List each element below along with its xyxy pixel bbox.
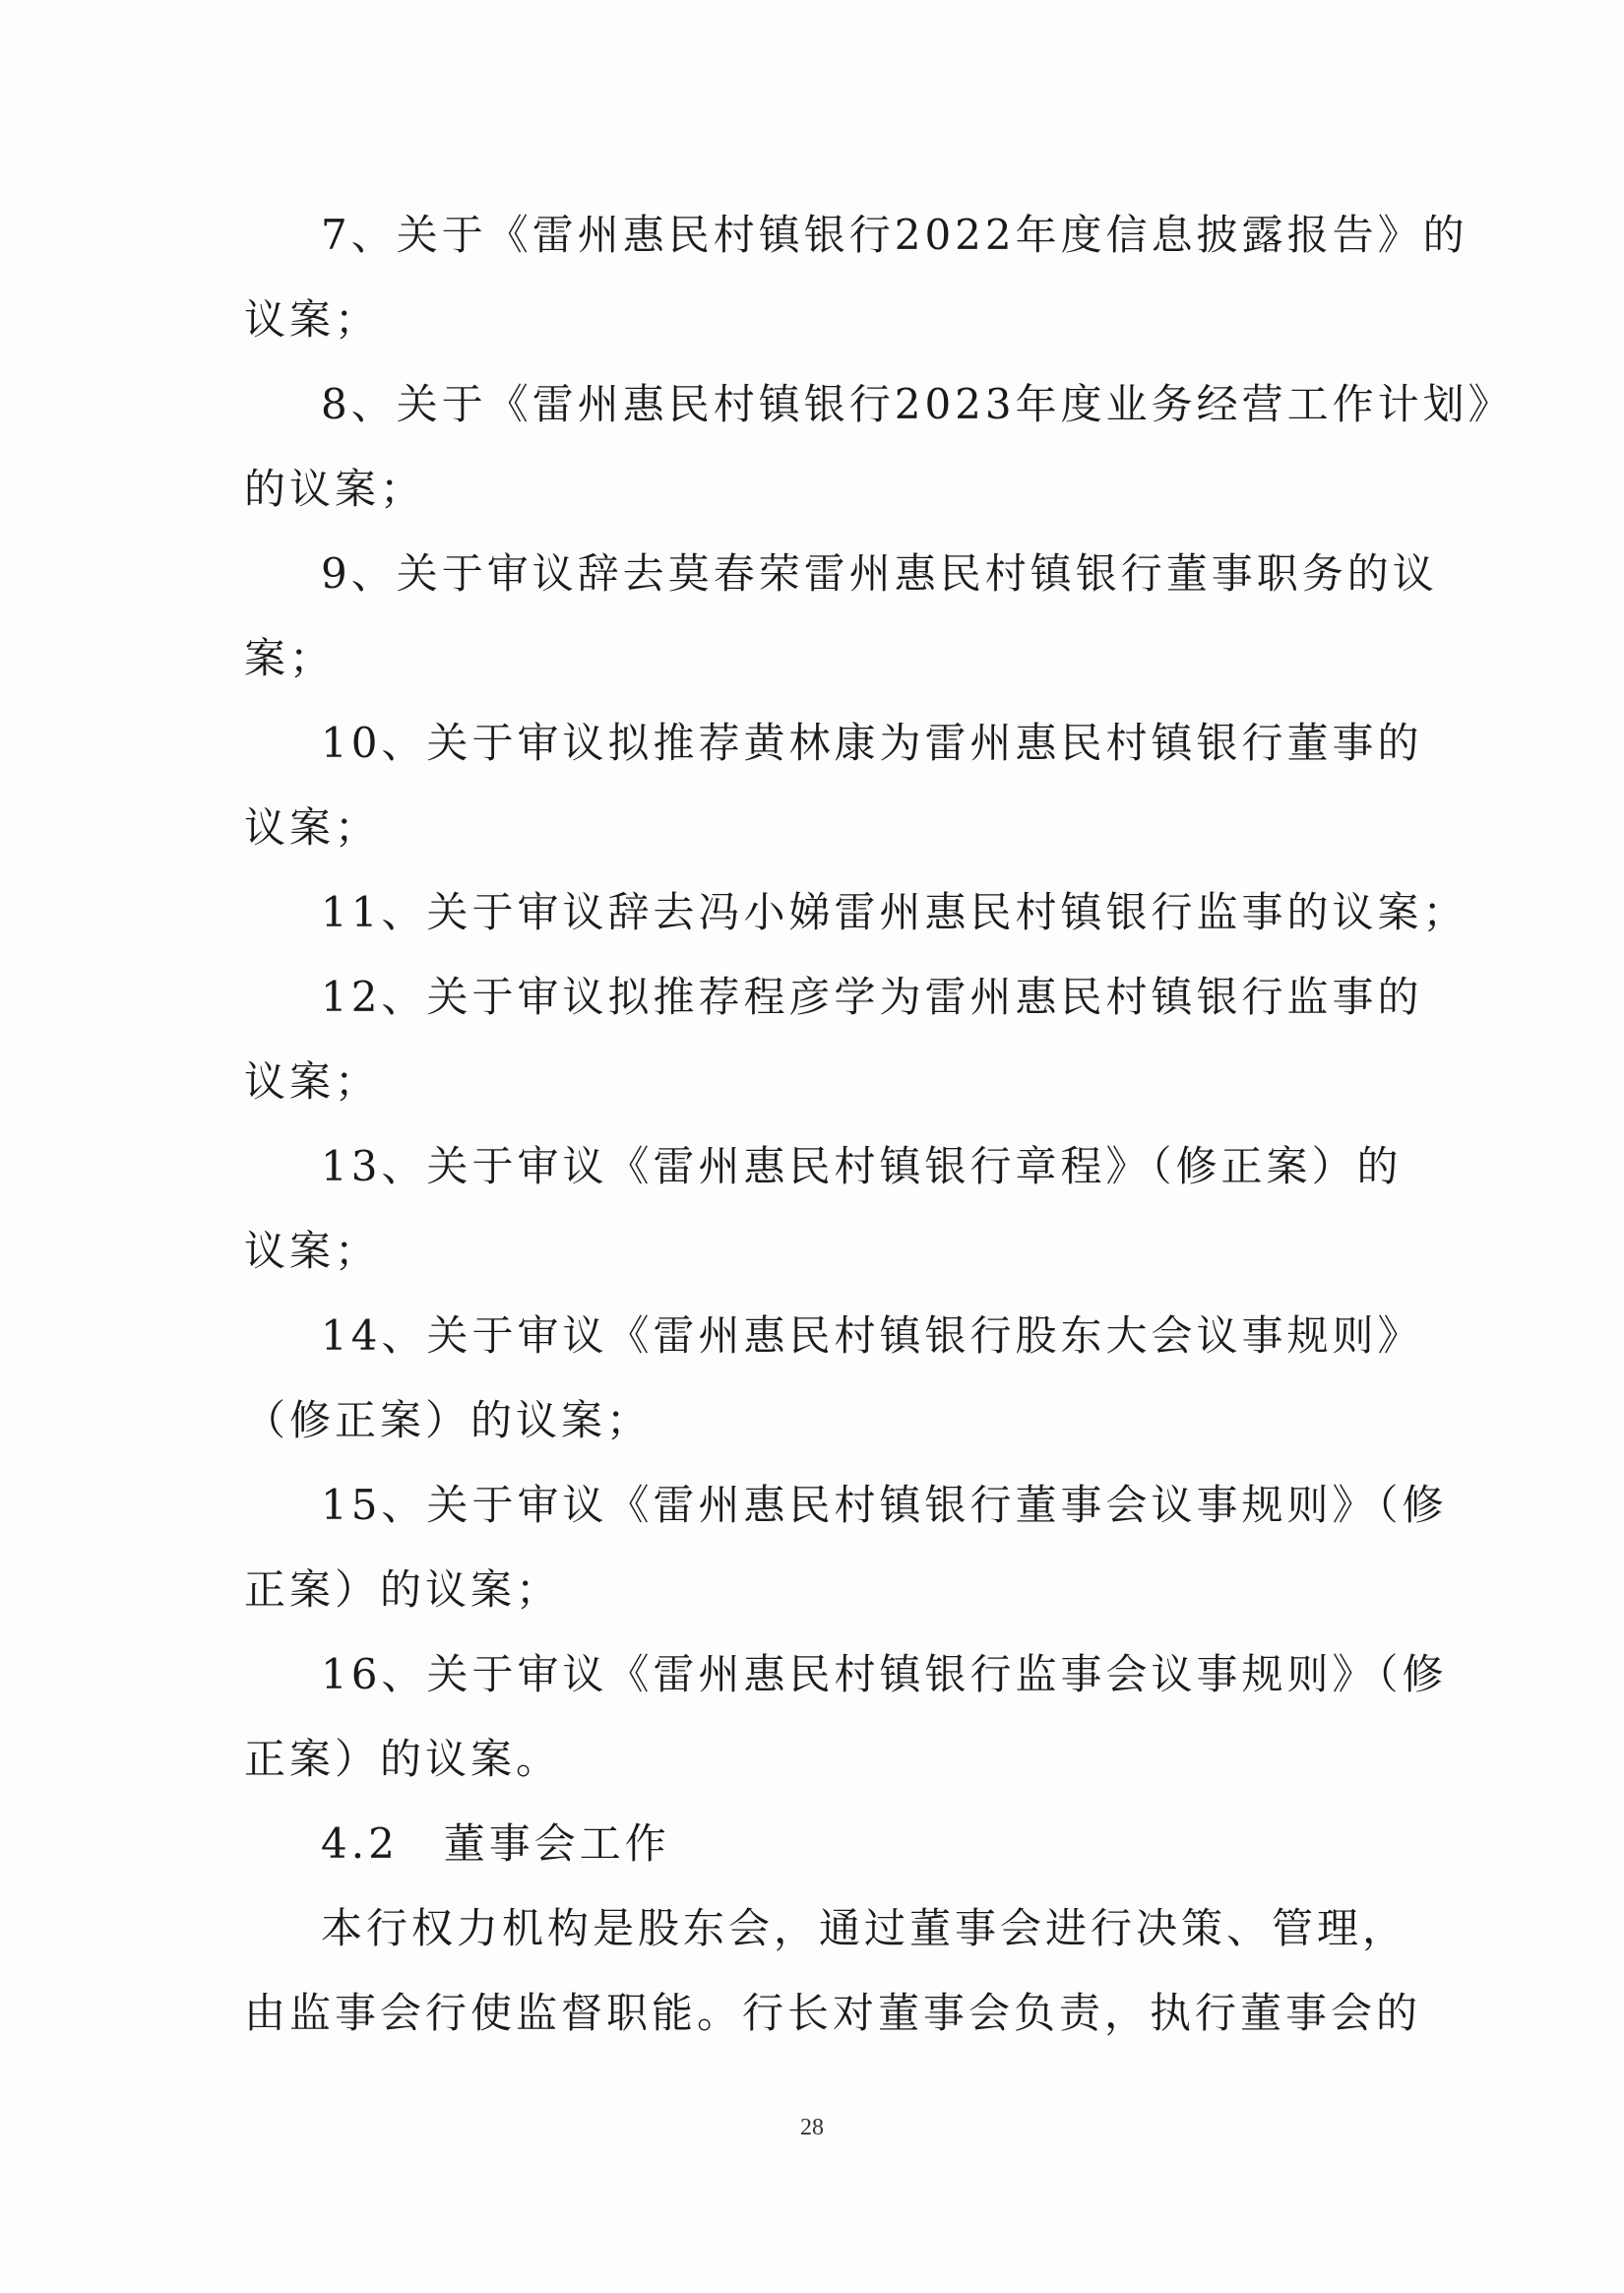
- section-heading: 4.2 董事会工作: [321, 1819, 670, 1868]
- list-item-line: 9、关于审议辞去莫春荣雷州惠民村镇银行董事职务的议: [321, 549, 1438, 598]
- list-item-line: 12、关于审议拟推荐程彦学为雷州惠民村镇银行监事的: [321, 973, 1423, 1021]
- list-item-line: 议案；: [244, 295, 381, 344]
- list-item-11: [244, 870, 1468, 955]
- list-item-line: 8、关于《雷州惠民村镇银行2023年度业务经营工作计划》: [321, 380, 1514, 428]
- list-item-line: 案；: [244, 634, 336, 682]
- list-item-line: 16、关于审议《雷州惠民村镇银行监事会议事规则》（修: [321, 1650, 1448, 1698]
- list-item-line: 7、关于《雷州惠民村镇银行2022年度信息披露报告》的: [321, 211, 1468, 259]
- list-item-16: [244, 1632, 1448, 1802]
- body-line: 本行权力机构是股东会，通过董事会进行决策、管理，: [321, 1904, 1408, 1952]
- list-item-line: 11、关于审议辞去冯小娣雷州惠民村镇银行监事的议案；: [321, 888, 1468, 936]
- page-number: 28: [800, 2115, 824, 2140]
- body-line: 由监事会行使监督职能。行长对董事会负责，执行董事会的: [244, 1989, 1422, 2037]
- list-item-15: [244, 1463, 1448, 1632]
- list-item-13: [244, 1124, 1403, 1294]
- list-item-14: [244, 1294, 1423, 1463]
- list-item-8: [244, 362, 1514, 532]
- list-item-10: [244, 701, 1423, 870]
- list-item-line: 14、关于审议《雷州惠民村镇银行股东大会议事规则》: [321, 1311, 1423, 1360]
- list-item-line: 正案）的议案；: [244, 1565, 562, 1614]
- list-item-line: 13、关于审议《雷州惠民村镇银行章程》（修正案）的: [321, 1142, 1403, 1190]
- list-item-line: （修正案）的议案；: [244, 1396, 653, 1444]
- list-item-line: 议案；: [244, 803, 381, 852]
- list-item-line: 议案；: [244, 1057, 381, 1106]
- list-item-line: 15、关于审议《雷州惠民村镇银行董事会议事规则》（修: [321, 1481, 1448, 1529]
- list-item-line: 10、关于审议拟推荐黄林康为雷州惠民村镇银行董事的: [321, 719, 1423, 767]
- section-body: [244, 1886, 1422, 2056]
- list-item-7: [244, 193, 1468, 362]
- list-item-12: [244, 955, 1423, 1124]
- list-item-9: [244, 532, 1438, 701]
- list-item-line: 的议案；: [244, 465, 426, 513]
- list-item-line: 议案；: [244, 1227, 381, 1275]
- list-item-line: 正案）的议案。: [244, 1735, 562, 1783]
